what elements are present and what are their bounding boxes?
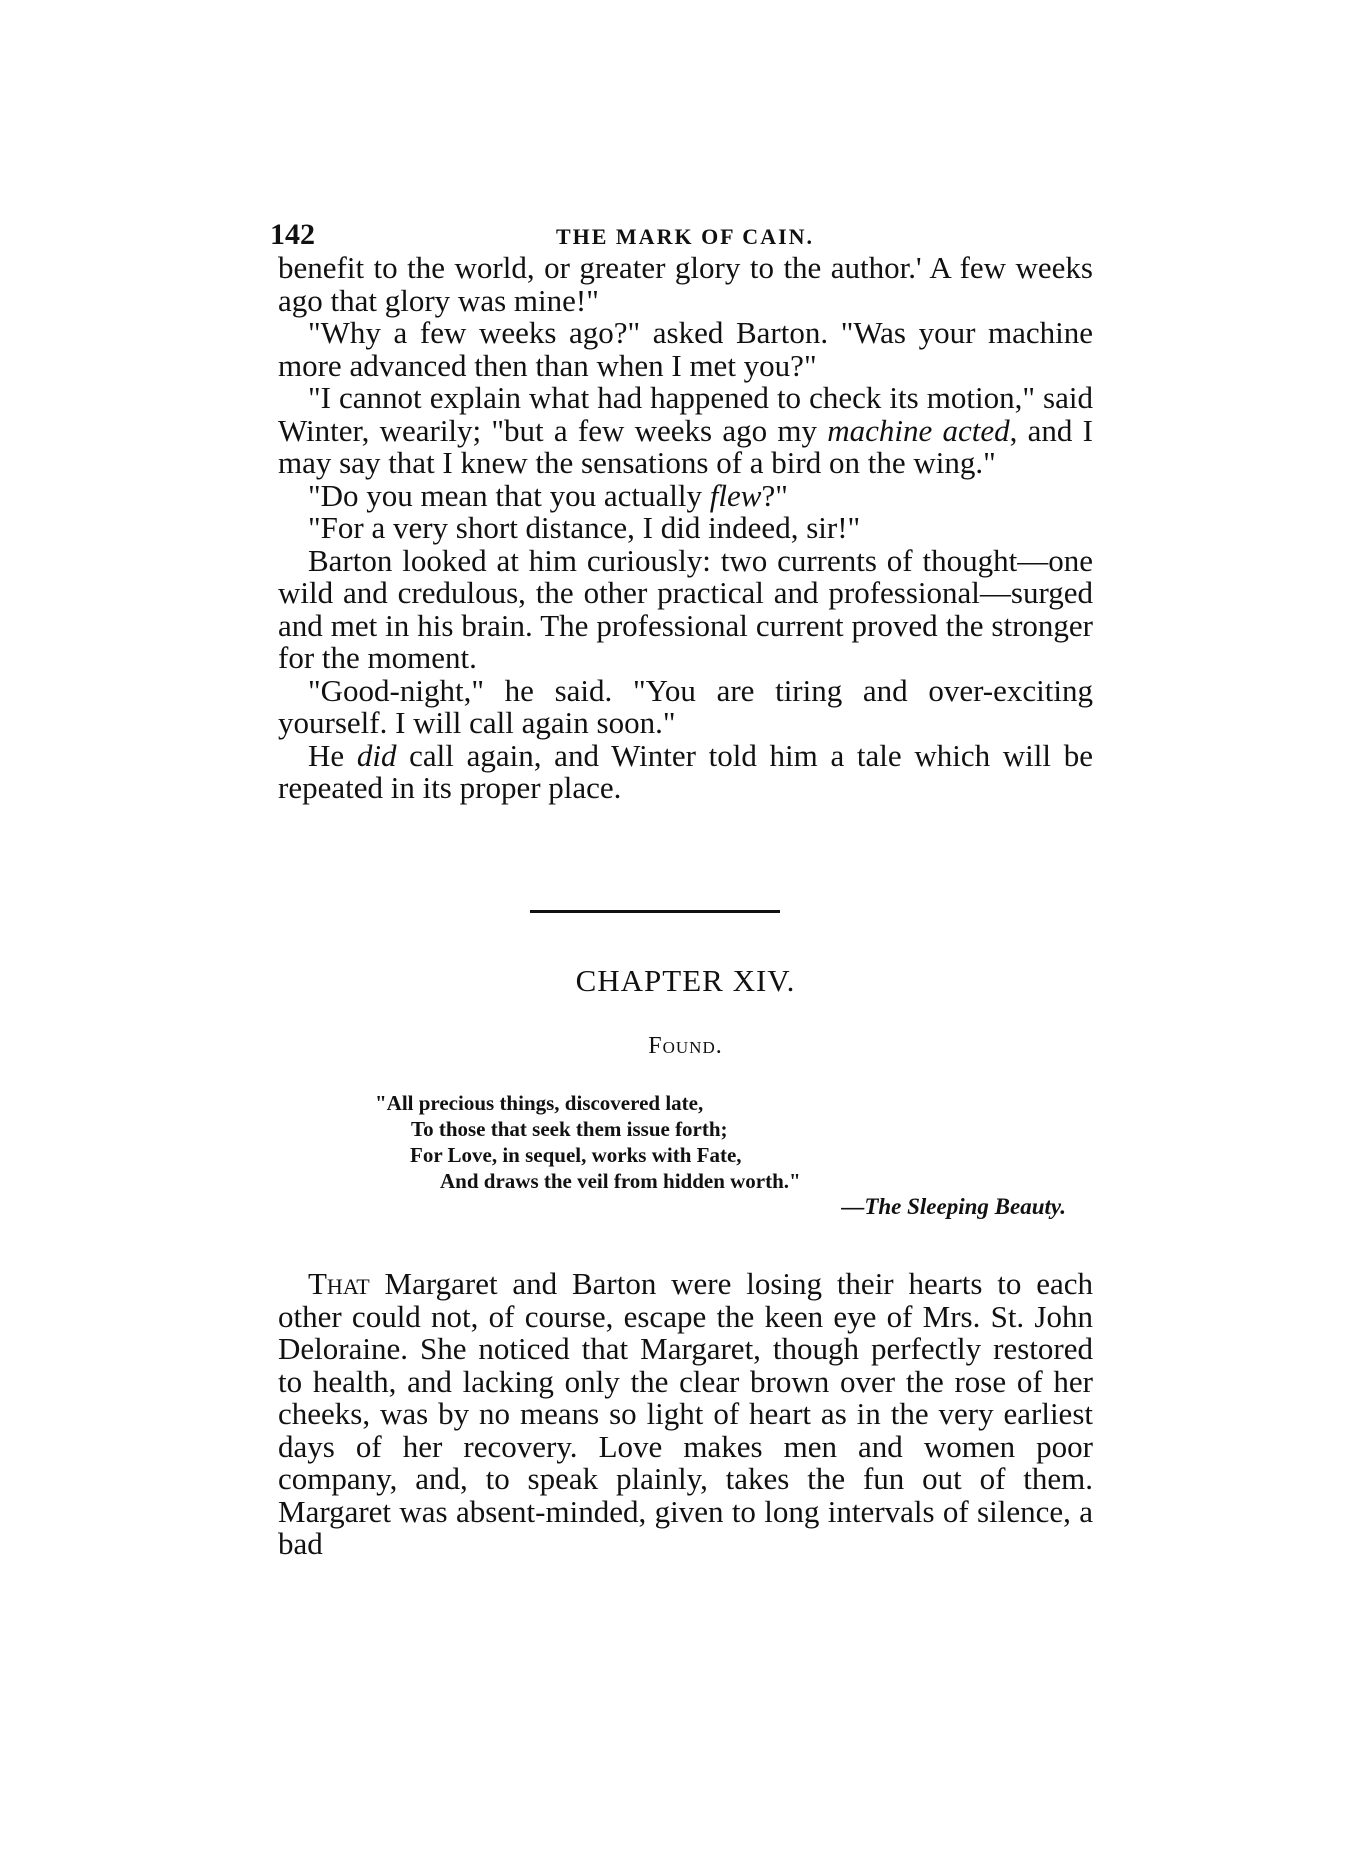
chapter-xiv-text	[278, 1268, 1093, 1561]
epigraph-line: For Love, in sequel, works with Fate,	[410, 1143, 742, 1167]
paragraph: "For a very short distance, I did indeed, sir!"	[308, 510, 861, 545]
paragraph	[278, 382, 1093, 480]
italic-text: flew	[709, 477, 762, 513]
italic-text: did	[356, 737, 397, 773]
paragraph: "Good-night," he said. "You are tiring and over-exciting yourself. I will call again soon."	[278, 672, 1093, 740]
italic-text: machine acted	[827, 412, 1010, 448]
chapter-title: CHAPTER XIV.	[575, 963, 796, 998]
paragraph: benefit to the world, or greater glory to the author.' A few weeks ago that glory was mine!"	[278, 250, 1093, 318]
chapter-subtitle: Found.	[648, 1033, 723, 1059]
paragraph: Barton looked at him curiously: two currents of thought—one wild and credulous, the other practical and professional—surged and met in his brain. The professional current proved the stronger for the moment.	[278, 542, 1093, 675]
lead-word: That	[308, 1266, 370, 1301]
text-run: "Do you mean that you actually	[308, 477, 710, 513]
paragraph: "Why a few weeks ago?" asked Barton. "Was your machine more advanced then than when I met you?"	[278, 315, 1093, 383]
epigraph-line: And draws the veil from hidden worth."	[440, 1169, 801, 1193]
epigraph-line: To those that seek them issue forth;	[411, 1117, 728, 1141]
text-run: "I cannot explain what had happened to check its motion," said Winter, wearily; "but a few weeks ago my	[278, 380, 1093, 448]
paragraph	[278, 737, 1093, 805]
text-run: He	[308, 737, 357, 773]
paragraph	[278, 477, 1093, 513]
epigraph	[375, 1090, 1075, 1220]
text-run: Margaret and Barton were losing their hearts to each other could not, of course, escape the keen eye of Mrs. St. John Deloraine. She noticed that Margaret, though perfectly restored to health, and lacking only the clear brown over the rose of her cheeks, was by no means so light of heart as in the very earliest days of her recovery. Love makes men and women poor company, and, to speak plainly, takes the fun out of them. Margaret was absent-minded, given to long intervals of silence, a bad	[278, 1266, 1093, 1561]
text-run: , and I may say that I knew the sensations of a bird on the wing."	[278, 412, 1093, 480]
chapter-xiii-ending	[278, 252, 1093, 805]
epigraph-line: "All precious things, discovered late,	[375, 1091, 704, 1115]
epigraph-attribution: —The Sleeping Beauty.	[841, 1194, 1066, 1219]
running-head: THE MARK OF CAIN.	[555, 224, 815, 249]
section-divider	[530, 910, 780, 913]
page-number: 142	[270, 218, 315, 251]
text-run: call again, and Winter told him a tale which will be repeated in its proper place.	[278, 737, 1093, 805]
paragraph	[278, 1268, 1093, 1561]
text-run: ?"	[761, 477, 788, 513]
